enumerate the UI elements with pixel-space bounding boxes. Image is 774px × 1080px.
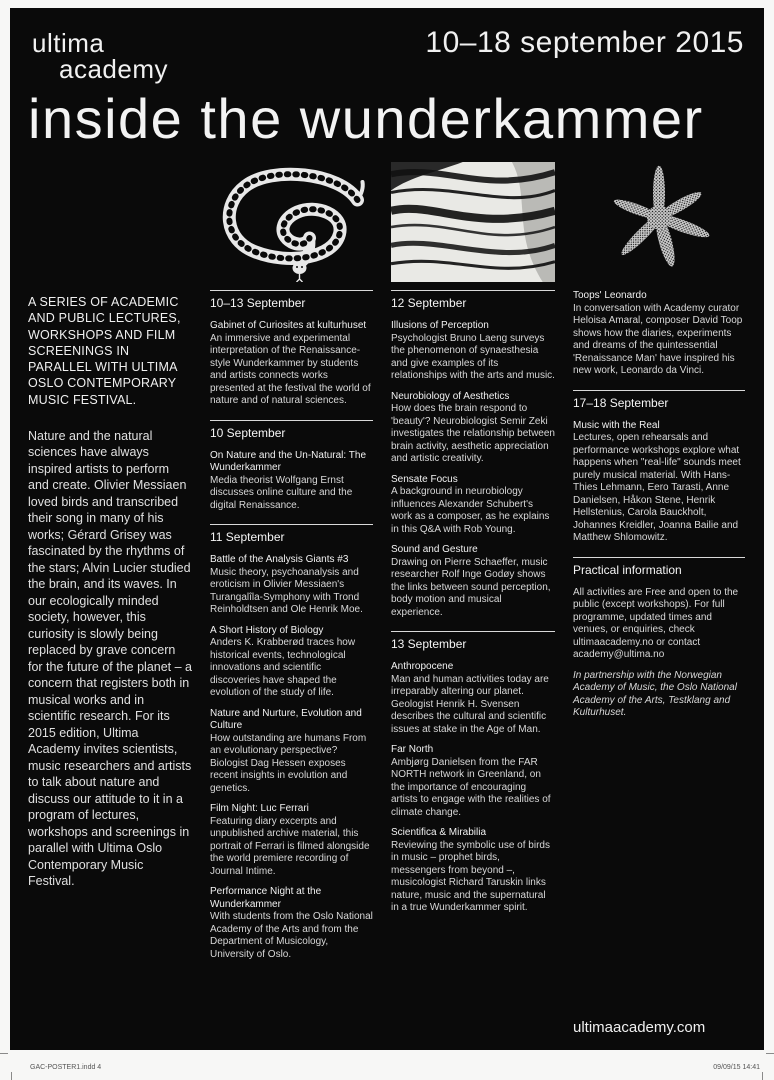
event (210, 625, 373, 700)
event-description: Drawing on Pierre Schaeffer, music researcher Rolf Inge Godøy shows the links between sound perception, body motion and musical experience. (391, 556, 551, 618)
poster (10, 8, 764, 1050)
print-slug-left: GAC-POSTER1.indd 4 (30, 1064, 102, 1071)
event-description: A background in neurobiology influences Alexander Schubert's work as a composer, as he explains in this Q&A with Rob Young. (391, 486, 550, 535)
starfish-illustration (573, 162, 745, 282)
event-title: Sensate Focus (391, 473, 458, 485)
event-description: Ambjørg Danielsen from the FAR NORTH network in Greenland, on the importance of encouraging artists to engage with the realities of climate change. (391, 756, 551, 818)
event-title: Neurobiology of Aesthetics (391, 390, 510, 402)
program-column-1 (210, 162, 373, 973)
event-title: Nature and Nurture, Evolution and Culture (210, 707, 362, 731)
crop-mark (766, 1053, 774, 1054)
event-description: With students from the Oslo National Academy of the Arts and from the Department of Musicology, University of Oslo. (210, 911, 373, 960)
event-title: A Short History of Biology (210, 624, 324, 636)
partnership-note (573, 670, 745, 720)
section-heading: Practical information (573, 562, 682, 577)
event (391, 744, 555, 819)
event-description: Reviewing the symbolic use of birds in music – prophet birds, messengers from beyond –, musicologist Richard Taruskin links nature, music and the supernatural in a true Wunderkammer spirit. (391, 839, 550, 913)
crop-mark (0, 1053, 8, 1054)
event (210, 450, 373, 513)
event-title: Toops' Leonardo (573, 290, 647, 301)
event-description: Music theory, psychoanalysis and eroticism in Olivier Messiaen's Turangalîla-Symphony with Trond Reinholdtsen and Ole Henrik Moe. (210, 566, 363, 615)
event-description: Psychologist Bruno Laeng surveys the phenomenon of synaesthesia and give examples of its relationships with the arts and music. (391, 332, 555, 381)
event (210, 803, 373, 878)
event (391, 391, 555, 466)
festival-dates: 10–18 september 2015 (425, 26, 744, 59)
event-title: Film Night: Luc Ferrari (210, 803, 309, 814)
print-slug-right: 09/09/15 14:41 (713, 1064, 760, 1071)
program-column-2 (391, 162, 555, 973)
event-title: Anthropocene (391, 661, 454, 672)
event (210, 554, 373, 617)
section-heading: 12 September (391, 296, 467, 310)
ultima-academy-logo (32, 30, 168, 82)
event (210, 886, 373, 961)
event (391, 661, 555, 736)
logo-line-2: academy (59, 54, 168, 84)
crop-mark (11, 1072, 12, 1080)
event-title: Music with the Real (573, 419, 660, 431)
marbled-texture-image (391, 162, 555, 282)
section-heading: 13 September (391, 637, 467, 651)
section-practical-information (573, 557, 745, 720)
event (391, 474, 555, 537)
event-description: Lectures, open rehearsals and performance workshops explore what happens when "real-life" sounds meet purely musical material. With Hans-Thies Lehmann, Eero Tarasti, Anne Danielsen, Håkon Stene, Henrik Hellstenius, Carola Bauckholt, Johannes Kreidler, Joanna Bailie and Matthew Shlomowitz. (573, 432, 741, 543)
section-heading: 17–18 September (573, 395, 669, 410)
event-title: Illusions of Perception (391, 320, 489, 331)
event (573, 420, 745, 545)
section-heading: 10–13 September (210, 296, 306, 310)
event (391, 320, 555, 383)
event-title: Far North (391, 744, 434, 755)
program-column-3 (573, 162, 745, 973)
event-description: How does the brain respond to 'beauty'? Neurobiologist Semir Zeki investigates the relationship between brain activity, aesthetic appreciation and artistic creativity. (391, 403, 555, 464)
practical-info-text (573, 587, 745, 662)
event-description: Man and human activities today are irreparably altering our planet. Geologist Henrik H. Svensen describes the cultural and scientific issues at stake in the Age of Man. (391, 673, 549, 735)
section-13-september (391, 631, 555, 915)
intro-lead: A SERIES OF ACADEMIC AND PUBLIC LECTURES, WORKSHOPS AND FILM SCREENINGS IN PARALLEL WITH ULTIMA OSLO CONTEMPORARY MUSIC FESTIVAL. (28, 295, 181, 407)
event-title: Gabinet of Curiosites at kulturhuset (210, 320, 367, 331)
section-toops-leonardo (573, 290, 745, 378)
event-description: Anders K. Krabberød traces how historical events, technological innovations and scientific discoveries have shaped the evolution of the study of life. (210, 637, 356, 698)
logo-line-1: ultima (32, 28, 105, 58)
poster-title: inside the wunderkammer (28, 87, 704, 150)
section-11-september (210, 524, 373, 961)
intro-body: Nature and the natural sciences have always inspired artists to perform and create. Olivier Messiaen loved birds and transcribed their song in many of his works; Gérard Grisey was fascinated by the rhythms of the stars; Alvin Lucier studied the brain, and its waves. In our ecologically minded society, however, this curiosity is slowly being replaced by grave concern for the future of the planet – a concern that registers both in musical works and in scientific research. For its 2015 edition, Ultima Academy invites scientists, music researchers and artists to talk about nature and discuss our attitude to it in a program of lectures, workshops and screenings in parallel with Ultima Oslo Contemporary Music Festival. (28, 428, 193, 889)
website-url: ultimaacademy.com (573, 1019, 706, 1036)
event (210, 708, 373, 796)
event-description: An immersive and experimental interpretation of the Renaissance-style Wunderkammer by students and artists connects works presented at the festival the world of nature and of natural sciences. (210, 332, 371, 406)
snake-illustration (210, 162, 373, 282)
event (391, 827, 555, 915)
crop-mark (762, 1072, 763, 1080)
event-description: Media theorist Wolfgang Ernst discusses online culture and the digital Renaissance. (210, 474, 353, 511)
event-title: Battle of the Analysis Giants #3 (210, 554, 349, 565)
intro-column (28, 162, 192, 973)
event-title: Sound and Gesture (391, 544, 478, 555)
section-12-september (391, 290, 555, 619)
section-heading: 11 September (210, 530, 285, 544)
partnership-paragraph: In partnership with the Norwegian Academy of Music, the Oslo National Academy of the Arts, Testklang and Kulturhuset. (573, 669, 737, 718)
section-10-13-september (210, 290, 373, 408)
event (573, 290, 745, 378)
event (210, 320, 373, 408)
event-description: Featuring diary excerpts and unpublished archive material, this portrait of Ferrari is filmed alongside the world premiere recording of Journal Intime. (210, 815, 370, 877)
content-grid (28, 162, 745, 973)
event-title: Scientifica & Mirabilia (391, 827, 487, 838)
section-17-18-september (573, 390, 745, 545)
practical-info-paragraph: All activities are Free and open to the public (except workshops). For full programme, updated times and venues, or enquiries, check ultimaacademy.no or contact academy@ultima.no (573, 586, 739, 660)
section-10-september (210, 420, 373, 513)
event-description: How outstanding are humans From an evolutionary perspective? Biologist Dag Hessen exposes recent insights in evolution and genetics. (210, 732, 367, 794)
event (391, 544, 555, 619)
event-title: On Nature and the Un-Natural: The Wunderkammer (210, 449, 367, 473)
event-description: In conversation with Academy curator Heloisa Amaral, composer David Toop shows how the diaries, experiments and dreams of the quintessential 'Renaissance Man' have inspired his new work, Leonardo da Vinci. (573, 302, 743, 376)
section-heading: 10 September (210, 425, 286, 440)
event-title: Performance Night at the Wunderkammer (210, 886, 322, 910)
